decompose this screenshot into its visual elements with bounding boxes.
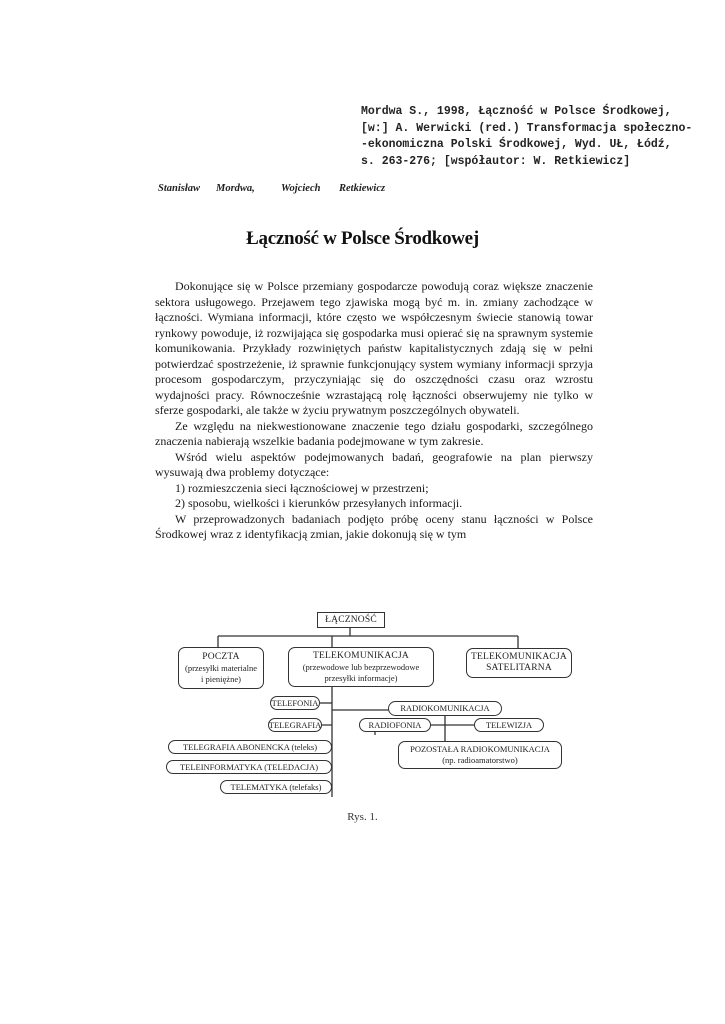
teleinformatyka-box [166,760,332,774]
poczta-box [178,647,264,689]
telefonia-label: TELEFONIA [271,697,319,708]
paragraph: Ze względu na niekwestionowane znaczenie tego działu gospodarki, szczególnego znaczenia nabierają wszelkie badania podejmowane w tym zakresie. [155,418,593,448]
poczta-sub-1: (przesyłki materialne [185,662,257,673]
paragraph: Wśród wielu aspektów podejmowanych badań, geografowie na plan pierwszy wysuwają dwa problemy dotyczące: [155,449,593,479]
list-item: 2) sposobu, wielkości i kierunków przesyłanych informacji. [175,496,463,510]
root-label: ŁĄCZNOŚĆ [325,614,377,625]
satelitarna-box [466,648,572,678]
telewizja-label: TELEWIZJA [485,719,533,730]
poczta-sub-2: i pieniężne) [201,673,241,684]
telefonia-box [270,696,320,710]
radiofonia-label: RADIOFONIA [368,719,422,730]
pozostala-box [398,741,562,769]
radiokomunikacja-box [388,701,502,716]
figure-caption: Rys. 1. [347,811,378,823]
teleinformatyka-label: TELEINFORMATYKA (TELEDACJA) [179,761,319,772]
telekomunikacja-sub-1: (przewodowe lub bezprzewodowe [302,661,420,672]
pozostala-sub: (np. radioamatorstwo) [442,755,518,765]
paragraph: W przeprowadzonych badaniach podjęto próbę oceny stanu łączności w Polsce Środkowej wraz z identyfikacją zmian, jakie dokonują się w tym [155,511,593,541]
communication-diagram [160,607,580,807]
author-last-name-2: Retkiewicz [339,183,386,194]
telekomunikacja-sub-2: przesyłki informacje) [324,672,398,683]
satelitarna-line-1: TELEKOMUNIKACJA [471,652,567,662]
telekomunikacja-box [288,647,434,687]
telematyka-box [220,780,332,794]
citation-line: s. 263-276; [współautor: W. Retkiewicz] [361,154,631,168]
author-first-name-1: Stanisław [158,183,201,194]
pozostala-title: POZOSTAŁA RADIOKOMUNIKACJA [410,744,550,754]
author-first-name-2: Wojciech [281,183,321,194]
telematyka-label: TELEMATYKA (telefaks) [230,781,322,792]
telegrafia-abonencka-box [168,740,332,754]
diagram-connectors [160,607,580,807]
radiokomunikacja-label: RADIOKOMUNIKACJA [400,703,490,713]
poczta-title: POCZTA [202,651,240,662]
paper-title: Łączność w Polsce Środkowej [246,228,479,249]
citation-line: -ekonomiczna Polski Środkowej, Wyd. UŁ, Łódź, [361,138,672,151]
citation-line: Mordwa S., 1998, Łączność w Polsce Środkowej, [361,105,672,118]
citation-block [361,104,721,170]
telekomunikacja-title: TELEKOMUNIKACJA [313,650,409,661]
paragraph: Dokonujące się w Polsce przemiany gospodarcze powodują coraz większe znaczenie sektora usługowego. Przejawem tego zjawiska mogą być m. in. zmiany zachodzące w łączności. Wymiana informacji, które często we współczesnym świecie stanowią towar rynkowy powoduje, iż rozwijająca się gospodarka musi opierać się na sprawnym systemie komunikowania. Przykłady rozwiniętych państw kapitalistycznych zdają się w pełni potwierdzać spostrzeżenie, iż sprawnie funkcjonujący system wymiany informacji sprzyja procesom gospodarczym, przyczyniając się do oszczędności czasu oraz wzrostu wydajności pracy. Równocześnie wzrastającą rolę łączności obserwujemy nie tylko w sferze gospodarki, ale także w życiu prywatnym poszczególnych obywateli. [155,279,593,417]
list-item: 1) rozmieszczenia sieci łącznościowej w przestrzeni; [175,480,429,495]
author-last-name-1: Mordwa, [216,183,255,194]
body-text [155,279,593,543]
telegrafia-box [268,718,322,732]
radiofonia-box [359,718,431,732]
root-box [317,612,385,628]
telegrafia-label: TELEGRAFIA [268,719,322,730]
satelitarna-line-2: SATELITARNA [486,663,552,673]
telewizja-box [474,718,544,732]
citation-line: [w:] A. Werwicki (red.) Transformacja społeczno- [361,121,693,135]
telegrafia-abonencka-label: TELEGRAFIA ABONENCKA (teleks) [182,741,318,752]
